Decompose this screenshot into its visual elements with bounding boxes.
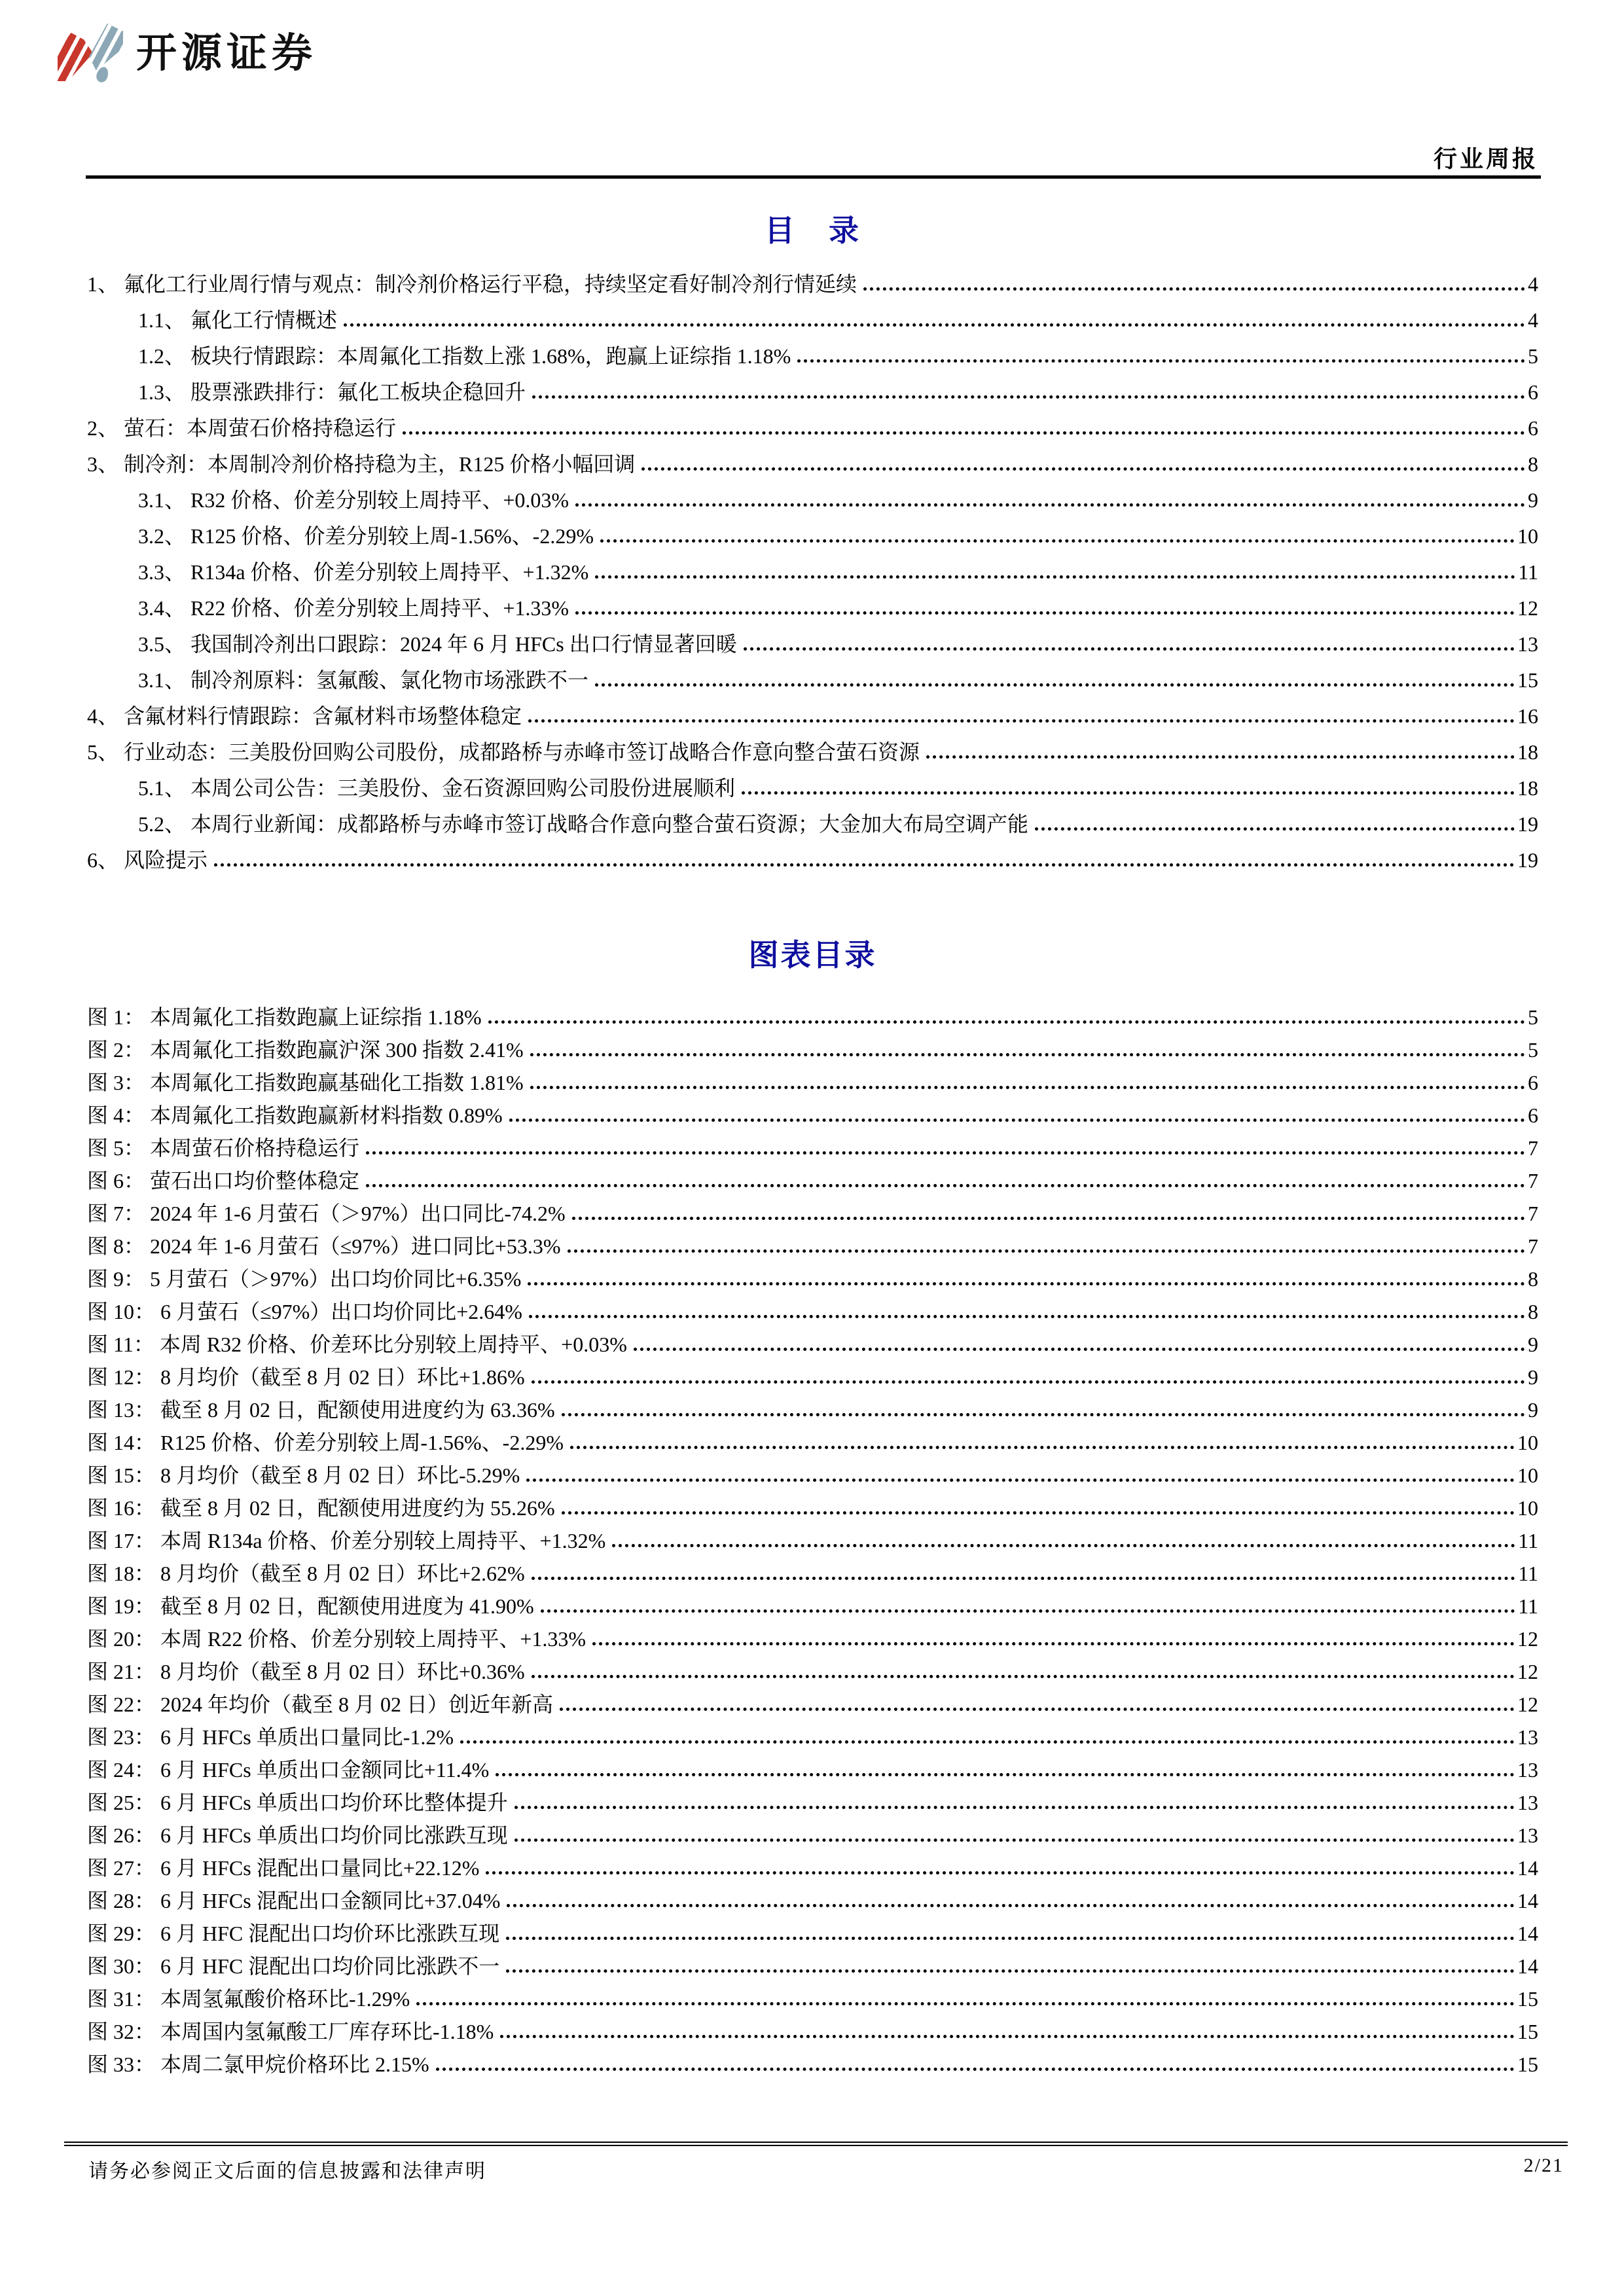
entry-text: 图 3： 本周氟化工指数跑赢基础化工指数 1.81%: [87, 1071, 524, 1095]
dotted-leader: [506, 1969, 1515, 1973]
dotted-leader: [506, 1937, 1515, 1940]
footer-disclaimer: 请务必参阅正文后面的信息披露和法律声明: [88, 2161, 486, 2182]
entry-text: 图 32： 本周国内氢氟酸工厂库存环比-1.18%: [87, 2020, 494, 2044]
entry-page-number: 8: [1528, 1267, 1538, 1291]
figure-entry: [87, 1422, 1538, 1455]
brand-logo: [58, 24, 317, 84]
entry-text: 图 5： 本周萤石价格持稳运行: [87, 1136, 360, 1160]
dotted-leader: [416, 2002, 1515, 2005]
logo-slate-stripe: [88, 24, 123, 71]
entry-page-number: 11: [1518, 560, 1538, 584]
toc-entry: [87, 584, 1538, 620]
entry-page-number: 14: [1517, 1856, 1538, 1880]
toc-entry: [87, 692, 1538, 728]
figure-entry: [87, 1324, 1538, 1357]
dotted-leader: [575, 611, 1515, 615]
dotted-leader: [562, 1511, 1515, 1515]
figures-section: [87, 872, 1538, 2077]
entry-page-number: 18: [1517, 776, 1538, 800]
dotted-leader: [366, 1151, 1525, 1155]
toc-entry: [87, 512, 1538, 548]
toc-entry: [87, 368, 1538, 404]
toc-section: [87, 196, 1538, 872]
entry-text: 图 10： 6 月萤石（≤97%）出口均价同比+2.64%: [87, 1300, 522, 1324]
header-rule: [86, 134, 1541, 179]
entry-text: 图 16： 截至 8 月 02 日，配额使用进度约为 55.26%: [87, 1496, 555, 1520]
entry-text: 图 17： 本周 R134a 价格、价差分别较上周持平、+1.32%: [87, 1529, 606, 1553]
figure-entry: [87, 1488, 1538, 1520]
figure-entry: [87, 1553, 1538, 1586]
entry-text: 3.1、 R32 价格、价差分别较上周持平、+0.03%: [138, 488, 569, 512]
toc-entry: [87, 764, 1538, 800]
entry-page-number: 8: [1528, 1300, 1538, 1324]
entry-text: 图 7： 2024 年 1-6 月萤石（＞97%）出口同比-74.2%: [87, 1202, 566, 1226]
figure-entry: [87, 1030, 1538, 1062]
figure-entry: [87, 1880, 1538, 1913]
toc-entry: [87, 620, 1538, 656]
entry-text: 图 14： R125 价格、价差分别较上周-1.56%、-2.29%: [87, 1431, 564, 1455]
dotted-leader: [742, 791, 1515, 795]
entry-page-number: 12: [1517, 596, 1538, 620]
entry-text: 图 19： 截至 8 月 02 日，配额使用进度为 41.90%: [87, 1594, 534, 1619]
figure-entry: [87, 1455, 1538, 1488]
entry-page-number: 18: [1517, 740, 1538, 764]
entry-text: 5.1、 本周公司公告：三美股份、金石资源回购公司股份进展顺利: [138, 776, 736, 800]
figure-entry: [87, 1717, 1538, 1749]
figure-entry: [87, 1979, 1538, 2011]
entry-text: 图 2： 本周氟化工指数跑赢沪深 300 指数 2.41%: [87, 1038, 524, 1062]
entry-text: 图 21： 8 月均价（截至 8 月 02 日）环比+0.36%: [87, 1660, 525, 1684]
entry-text: 1、 氟化工行业周行情与观点：制冷剂价格运行平稳，持续坚定看好制冷剂行情延续: [87, 272, 857, 296]
entry-text: 图 23： 6 月 HFCs 单质出口量同比-1.2%: [87, 1725, 454, 1749]
dotted-leader: [575, 503, 1525, 507]
dotted-leader: [634, 1348, 1525, 1351]
dotted-leader: [530, 1086, 1525, 1089]
logo-red-stripe: [58, 33, 93, 81]
figure-entry: [87, 1390, 1538, 1422]
dotted-leader: [509, 1119, 1525, 1122]
dotted-leader: [595, 575, 1515, 579]
brand-name: 开源证券: [136, 31, 317, 76]
figure-entry: [87, 1062, 1538, 1095]
entry-page-number: 10: [1517, 1431, 1538, 1455]
dotted-leader: [436, 2068, 1515, 2071]
entry-page-number: 5: [1528, 1038, 1538, 1062]
entry-page-number: 5: [1528, 1005, 1538, 1030]
entry-text: 3.2、 R125 价格、价差分别较上周-1.56%、-2.29%: [138, 524, 594, 548]
entry-text: 3.1、 制冷剂原料：氢氟酸、氯化物市场涨跌不一: [138, 668, 589, 692]
entry-page-number: 10: [1517, 1463, 1538, 1488]
entry-page-number: 14: [1517, 1954, 1538, 1979]
dotted-leader: [926, 755, 1515, 759]
footer-rule: [64, 2142, 1568, 2146]
dotted-leader: [532, 1675, 1515, 1678]
entry-text: 图 4： 本周氟化工指数跑赢新材料指数 0.89%: [87, 1103, 503, 1128]
dotted-leader: [496, 1773, 1515, 1776]
entry-text: 图 1： 本周氟化工指数跑赢上证综指 1.18%: [87, 1005, 482, 1030]
entry-text: 6、 风险提示: [87, 848, 208, 872]
entry-text: 图 11： 本周 R32 价格、价差环比分别较上周持平、+0.03%: [87, 1333, 627, 1357]
footer: [88, 2155, 1564, 2183]
entry-page-number: 11: [1518, 1562, 1538, 1586]
entry-page-number: 15: [1517, 2053, 1538, 2077]
dotted-leader: [612, 1544, 1515, 1547]
entry-page-number: 4: [1528, 308, 1538, 332]
figure-entry: [87, 1291, 1538, 1324]
dotted-leader: [528, 719, 1515, 723]
dotted-leader: [403, 431, 1525, 435]
entry-text: 图 12： 8 月均价（截至 8 月 02 日）环比+1.86%: [87, 1365, 525, 1390]
dotted-leader: [560, 1708, 1515, 1711]
entry-page-number: 11: [1518, 1594, 1538, 1619]
toc-entry: [87, 332, 1538, 368]
entry-page-number: 13: [1517, 1823, 1538, 1848]
dotted-leader: [532, 1577, 1515, 1580]
toc-entry: [87, 656, 1538, 692]
entry-page-number: 6: [1528, 1103, 1538, 1128]
entry-page-number: 5: [1528, 344, 1538, 368]
entry-text: 5.2、 本周行业新闻：成都路桥与赤峰市签订战略合作意向整合萤石资源；大金加大布局空调产能: [138, 812, 1029, 836]
entry-page-number: 14: [1517, 1889, 1538, 1913]
entry-text: 3、 制冷剂：本周制冷剂价格持稳为主，R125 价格小幅回调: [87, 452, 636, 476]
report-type-label: 行业周报: [1433, 145, 1538, 172]
entry-text: 图 25： 6 月 HFCs 单质出口均价环比整体提升: [87, 1791, 508, 1815]
figure-entry: [87, 1782, 1538, 1815]
entry-page-number: 7: [1528, 1136, 1538, 1160]
dotted-leader: [526, 1479, 1515, 1482]
dotted-leader: [1035, 827, 1515, 831]
entry-text: 1.3、 股票涨跌排行：氟化工板块企稳回升: [138, 380, 526, 404]
entry-page-number: 9: [1528, 1333, 1538, 1357]
dotted-leader: [641, 467, 1525, 471]
entry-page-number: 10: [1517, 1496, 1538, 1520]
entry-text: 图 27： 6 月 HFCs 混配出口量同比+22.12%: [87, 1856, 480, 1880]
content-area: [87, 196, 1538, 2077]
entry-page-number: 12: [1517, 1693, 1538, 1717]
entry-text: 5、 行业动态：三美股份回购公司股份，成都路桥与赤峰市签订战略合作意向整合萤石资源: [87, 740, 920, 764]
dotted-leader: [797, 359, 1525, 363]
figure-entry: [87, 1848, 1538, 1880]
toc-entry: [87, 800, 1538, 836]
figure-entry: [87, 997, 1538, 1030]
entry-page-number: 9: [1528, 488, 1538, 512]
figure-entry: [87, 1946, 1538, 1979]
entry-page-number: 6: [1528, 380, 1538, 404]
figure-entry: [87, 1259, 1538, 1291]
dotted-leader: [532, 395, 1525, 399]
entry-page-number: 6: [1528, 416, 1538, 440]
entry-text: 图 30： 6 月 HFC 混配出口均价同比涨跌不一: [87, 1954, 500, 1979]
figure-entry: [87, 1619, 1538, 1651]
figure-entry: [87, 1520, 1538, 1553]
toc-entry: [87, 836, 1538, 872]
dotted-leader: [863, 287, 1525, 291]
entry-text: 图 31： 本周氢氟酸价格环比-1.29%: [87, 1987, 410, 2011]
figure-entry: [87, 1193, 1538, 1226]
entry-text: 图 29： 6 月 HFC 混配出口均价环比涨跌互现: [87, 1922, 500, 1946]
entry-text: 3.4、 R22 价格、价差分别较上周持平、+1.33%: [138, 596, 569, 620]
figure-entry: [87, 1128, 1538, 1160]
dotted-leader: [344, 323, 1525, 327]
entry-text: 图 6： 萤石出口均价整体稳定: [87, 1169, 360, 1193]
figure-entry: [87, 1357, 1538, 1390]
figure-entry: [87, 2011, 1538, 2044]
entry-page-number: 9: [1528, 1365, 1538, 1390]
dotted-leader: [572, 1217, 1525, 1220]
entry-text: 图 26： 6 月 HFCs 单质出口均价同比涨跌互现: [87, 1823, 508, 1848]
dotted-leader: [507, 1904, 1515, 1907]
entry-page-number: 19: [1517, 812, 1538, 836]
dotted-leader: [530, 1053, 1525, 1056]
entry-text: 4、 含氟材料行情跟踪：含氟材料市场整体稳定: [87, 704, 522, 728]
entry-page-number: 15: [1517, 668, 1538, 692]
entry-page-number: 12: [1517, 1660, 1538, 1684]
figure-entry: [87, 1815, 1538, 1848]
entry-page-number: 11: [1518, 1529, 1538, 1553]
dotted-leader: [562, 1413, 1525, 1416]
dotted-leader: [541, 1609, 1516, 1613]
entry-page-number: 13: [1517, 1758, 1538, 1782]
dotted-leader: [600, 539, 1515, 543]
entry-text: 2、 萤石：本周萤石价格持稳运行: [87, 416, 397, 440]
dotted-leader: [568, 1249, 1525, 1253]
figure-entry: [87, 1684, 1538, 1717]
entry-text: 3.3、 R134a 价格、价差分别较上周持平、+1.32%: [138, 560, 589, 584]
entry-page-number: 8: [1528, 452, 1538, 476]
entry-text: 图 24： 6 月 HFCs 单质出口金额同比+11.4%: [87, 1758, 490, 1782]
entry-page-number: 7: [1528, 1169, 1538, 1193]
toc-entry: [87, 728, 1538, 764]
figure-entry: [87, 2044, 1538, 2077]
figure-entry: [87, 1586, 1538, 1619]
toc-entry: [87, 404, 1538, 440]
figure-entry: [87, 1913, 1538, 1946]
dotted-leader: [744, 647, 1515, 651]
entry-text: 图 33： 本周二氯甲烷价格环比 2.15%: [87, 2053, 429, 2077]
entry-text: 图 28： 6 月 HFCs 混配出口金额同比+37.04%: [87, 1889, 501, 1913]
entry-text: 3.5、 我国制冷剂出口跟踪：2024 年 6 月 HFCs 出口行情显著回暖: [138, 632, 737, 656]
toc-entry: [87, 296, 1538, 332]
entry-page-number: 13: [1517, 1791, 1538, 1815]
toc-entry: [87, 476, 1538, 512]
entry-text: 图 15： 8 月均价（截至 8 月 02 日）环比-5.29%: [87, 1463, 520, 1488]
toc-list: [87, 260, 1538, 872]
entry-text: 1.2、 板块行情跟踪：本周氟化工指数上涨 1.68%，跑赢上证综指 1.18%: [138, 344, 791, 368]
figure-entry: [87, 1651, 1538, 1684]
dotted-leader: [500, 2035, 1515, 2038]
entry-page-number: 9: [1528, 1398, 1538, 1422]
entry-page-number: 13: [1517, 632, 1538, 656]
toc-entry: [87, 260, 1538, 296]
toc-entry: [87, 440, 1538, 476]
dotted-leader: [570, 1446, 1515, 1449]
figure-entry: [87, 1160, 1538, 1193]
dotted-leader: [214, 863, 1515, 867]
entry-page-number: 16: [1517, 704, 1538, 728]
dotted-leader: [592, 1642, 1515, 1645]
entry-text: 图 13： 截至 8 月 02 日，配额使用进度约为 63.36%: [87, 1398, 555, 1422]
dotted-leader: [488, 1020, 1525, 1024]
footer-page-indicator: 2/21: [1523, 2155, 1564, 2176]
entry-text: 图 18： 8 月均价（截至 8 月 02 日）环比+2.62%: [87, 1562, 525, 1586]
entry-page-number: 7: [1528, 1202, 1538, 1226]
figure-entry: [87, 1226, 1538, 1259]
kaiyuan-logo-icon: [58, 24, 123, 84]
entry-page-number: 15: [1517, 1987, 1538, 2011]
dotted-leader: [460, 1740, 1515, 1744]
toc-entry: [87, 548, 1538, 584]
figure-entry: [87, 1749, 1538, 1782]
figure-entry: [87, 1095, 1538, 1128]
entry-text: 图 8： 2024 年 1-6 月萤石（≤97%）进口同比+53.3%: [87, 1234, 561, 1259]
figures-title: 图表目录: [748, 939, 877, 972]
entry-page-number: 4: [1528, 272, 1538, 296]
dotted-leader: [514, 1806, 1515, 1809]
dotted-leader: [486, 1871, 1515, 1874]
entry-page-number: 15: [1517, 2020, 1538, 2044]
entry-page-number: 14: [1517, 1922, 1538, 1946]
entry-text: 图 20： 本周 R22 价格、价差分别较上周持平、+1.33%: [87, 1627, 586, 1651]
entry-page-number: 13: [1517, 1725, 1538, 1749]
entry-page-number: 19: [1517, 848, 1538, 872]
entry-text: 图 9： 5 月萤石（＞97%）出口均价同比+6.35%: [87, 1267, 522, 1291]
dotted-leader: [595, 683, 1515, 687]
entry-text: 图 22： 2024 年均价（截至 8 月 02 日）创近年新高: [87, 1693, 554, 1717]
entry-page-number: 12: [1517, 1627, 1538, 1651]
figures-list: [87, 997, 1538, 2077]
dotted-leader: [366, 1184, 1525, 1187]
dotted-leader: [528, 1282, 1525, 1285]
dotted-leader: [532, 1380, 1525, 1384]
entry-text: 1.1、 氟化工行情概述: [138, 308, 338, 332]
entry-page-number: 7: [1528, 1234, 1538, 1259]
toc-title: 目 录: [765, 214, 861, 247]
entry-page-number: 10: [1517, 524, 1538, 548]
entry-page-number: 6: [1528, 1071, 1538, 1095]
dotted-leader: [529, 1315, 1525, 1318]
dotted-leader: [514, 1839, 1515, 1842]
